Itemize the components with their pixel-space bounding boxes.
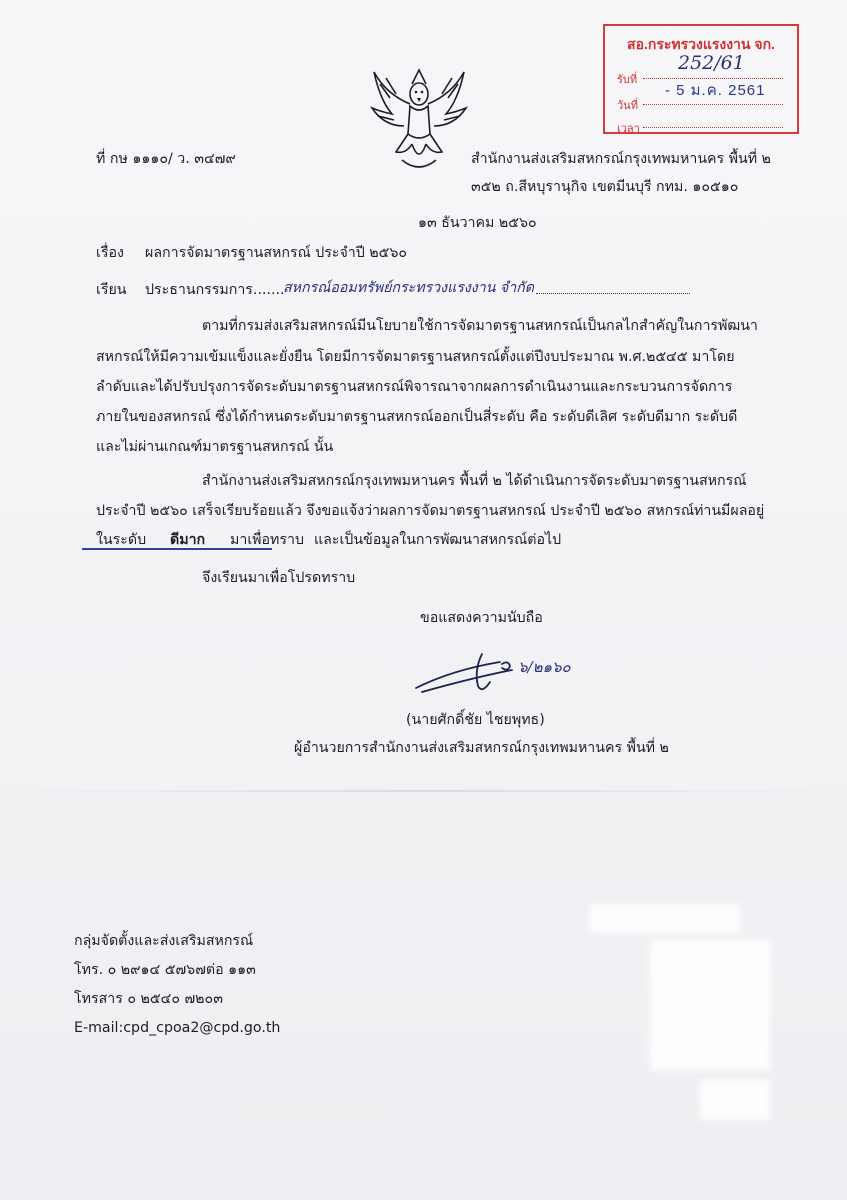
redacted-area-2 <box>650 940 770 1070</box>
signature-date: ๖/๒๑๖๐ <box>518 658 571 676</box>
para2-suffix-2: และเป็นข้อมูลในการพัฒนาสหกรณ์ต่อไป <box>314 532 562 548</box>
recipient-label: เรียน <box>96 282 127 298</box>
office-address: ๓๕๒ ถ.สีหบุรานุกิจ เขตมีนบุรี กทม. ๑๐๕๑๐ <box>471 179 739 195</box>
stamp-date-value: - 5 ม.ค. 2561 <box>665 82 766 99</box>
recipient-prefix: ประธานกรรมการ....... <box>145 282 285 298</box>
para2-line2: ประจำปี ๒๕๖๐ เสร็จเรียบร้อยแล้ว จึงขอแจ้งว่าผลการจัดมาตรฐานสหกรณ์ ประจำปี ๒๕๖๐ สหกรณ์ท่านมีผลอยู่ <box>96 503 765 519</box>
footer-email: E-mail:cpd_cpoa2@cpd.go.th <box>74 1020 281 1036</box>
para1-line2: สหกรณ์ให้มีความเข้มแข็งและยั่งยืน โดยมีการจัดมาตรฐานสหกรณ์ตั้งแต่ปีงบประมาณ พ.ศ.๒๕๔๕ มาโดย <box>96 349 735 365</box>
para2-line1: สำนักงานส่งเสริมสหกรณ์กรุงเทพมหานคร พื้นที่ ๒ ได้ดำเนินการจัดระดับมาตรฐานสหกรณ์ <box>202 473 747 489</box>
redacted-area-1 <box>590 905 740 933</box>
garuda-emblem <box>366 64 472 176</box>
recipient-dotted-line <box>536 293 690 294</box>
stamp-received-label: รับที่ <box>617 74 638 86</box>
para2-suffix-1: มาเพื่อทราบ <box>230 532 304 548</box>
stamp-date-label: วันที่ <box>617 100 638 112</box>
para2-level: ดีมาก <box>170 532 206 548</box>
footer-fax: โทรสาร ๐ ๒๕๔๐ ๗๒๐๓ <box>74 991 223 1007</box>
level-underline <box>82 548 272 550</box>
footer-tel: โทร. ๐ ๒๙๑๔ ๕๗๖๗ต่อ ๑๑๓ <box>74 962 256 978</box>
document-date: ๑๓ ธันวาคม ๒๕๖๐ <box>418 215 537 231</box>
recipient-handwritten: สหกรณ์ออมทรัพย์กระทรวงแรงงาน จำกัด <box>283 280 534 296</box>
para1-line5: และไม่ผ่านเกณฑ์มาตรฐานสหกรณ์ นั้น <box>96 439 334 455</box>
document-number: ที่ กษ ๑๑๑๐/ ว. ๓๔๗๙ <box>96 151 236 167</box>
paper-fold-line <box>0 790 847 792</box>
signer-position: ผู้อำนวยการสำนักงานส่งเสริมสหกรณ์กรุงเทพมหานคร พื้นที่ ๒ <box>294 740 669 756</box>
subject-text: ผลการจัดมาตรฐานสหกรณ์ ประจำปี ๒๕๖๐ <box>145 245 408 261</box>
para1-line3: ลำดับและได้ปรับปรุงการจัดระดับมาตรฐานสหกรณ์พิจารณาจากผลการดำเนินงานและกระบวนการจัดการ <box>96 379 733 395</box>
stamp-dots-3 <box>643 127 783 128</box>
redacted-area-3 <box>700 1080 770 1120</box>
stamp-dots-2 <box>643 104 783 105</box>
stamp-time-label: เวลา <box>617 123 640 135</box>
signer-name: (นายศักดิ์ชัย ไชยพุทธ) <box>406 712 545 728</box>
para1-line4: ภายในของสหกรณ์ ซึ่งได้กำหนดระดับมาตรฐานสหกรณ์ออกเป็นสี่ระดับ คือ ระดับดีเลิศ ระดับดีมาก ระดับดี <box>96 409 738 425</box>
subject-label: เรื่อง <box>96 245 124 261</box>
para1-line1: ตามที่กรมส่งเสริมสหกรณ์มีนโยบายใช้การจัดมาตรฐานสหกรณ์เป็นกลไกสำคัญในการพัฒนา <box>202 318 758 334</box>
footer-department: กลุ่มจัดตั้งและส่งเสริมสหกรณ์ <box>74 933 254 949</box>
regards-text: ขอแสดงความนับถือ <box>420 610 543 626</box>
stamp-received-number: 252/61 <box>678 52 745 74</box>
para2-level-prefix: ในระดับ <box>96 532 147 548</box>
closing-text: จึงเรียนมาเพื่อโปรดทราบ <box>202 570 356 586</box>
stamp-org: สอ.กระทรวงแรงงาน จก. <box>627 36 775 52</box>
office-name: สำนักงานส่งเสริมสหกรณ์กรุงเทพมหานคร พื้นที่ ๒ <box>471 151 771 167</box>
